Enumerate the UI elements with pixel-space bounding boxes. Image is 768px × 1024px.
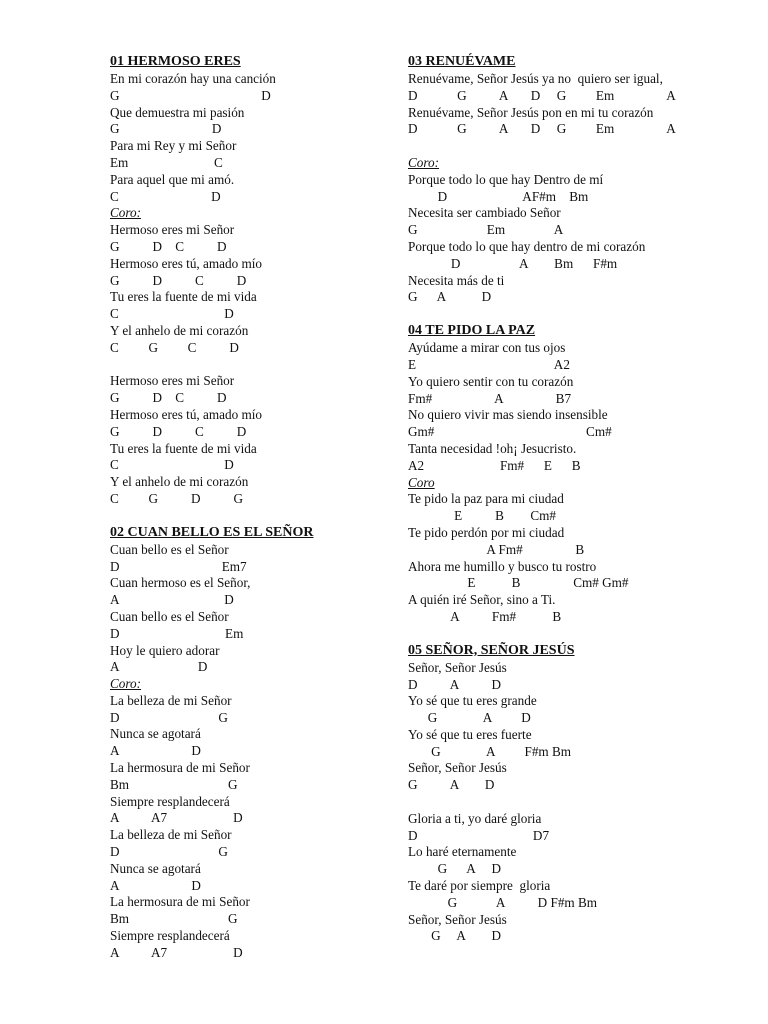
chord-line: A2 Fm# E B	[408, 457, 581, 473]
song-block	[408, 322, 753, 626]
left-column	[110, 53, 395, 978]
chord-line: D G A D G Em A	[408, 121, 676, 137]
lyric-line: Te pido la paz para mi ciudad	[408, 491, 564, 507]
chord-line: Bm G	[110, 911, 238, 927]
chord-line: C D	[110, 188, 221, 204]
lyric-line: Cuan bello es el Señor	[110, 541, 229, 557]
chorus-label: Coro:	[110, 676, 142, 692]
chord-line: C D	[110, 306, 234, 322]
song-title: 02 CUAN BELLO ES EL SEÑOR	[110, 524, 314, 540]
chord-line: Fm# A B7	[408, 390, 572, 406]
lyric-line: Lo haré eternamente	[408, 844, 517, 860]
lyric-line: Renuévame, Señor Jesús ya no quiero ser igual,	[408, 71, 663, 86]
song-block	[408, 642, 753, 946]
lyric-line: Renuévame, Señor Jesús pon en mi tu corazón	[408, 104, 654, 120]
lyric-line: Porque todo lo que hay Dentro de mí	[408, 171, 604, 187]
chord-line: A D	[110, 877, 201, 893]
chord-line: A Fm# B	[408, 541, 585, 557]
chord-line: G A D	[408, 289, 492, 305]
chord-line: A D	[110, 592, 234, 608]
lyric-line: No quiero vivir mas siendo insensible	[408, 407, 608, 423]
lyric-line: Yo quiero sentir con tu corazón	[408, 373, 574, 389]
song-title: 01 HERMOSO ERES	[110, 54, 241, 69]
chord-line: G A D	[408, 710, 531, 726]
chord-line: G D C D	[110, 272, 247, 288]
lyric-line: Yo sé que tu eres fuerte	[408, 726, 532, 742]
lyric-line: Gloria a ti, yo daré gloria	[408, 810, 542, 826]
chord-line: A D	[110, 659, 208, 675]
lyric-line: Para aquel que mi amó.	[110, 171, 235, 187]
blank-line	[408, 138, 753, 155]
chord-line: Bm G	[110, 776, 238, 792]
chord-line: D Em	[110, 625, 244, 641]
chord-line: G A D F#m Bm	[408, 894, 598, 910]
lyric-line: Siempre resplandecerá	[110, 928, 230, 944]
chord-line: Em C	[110, 154, 223, 170]
lyric-line: Necesita más de ti	[408, 272, 505, 288]
chord-line: D G A D G Em A	[408, 87, 676, 103]
song-block	[110, 524, 395, 962]
lyric-line: Y el anhelo de mi corazón	[110, 474, 249, 490]
lyric-line: Señor, Señor Jesús	[408, 760, 507, 776]
song-title: 04 TE PIDO LA PAZ	[408, 323, 536, 339]
chord-line: G A F#m Bm	[408, 743, 572, 759]
chorus-label: Coro	[408, 474, 435, 490]
right-column	[408, 53, 753, 961]
lyric-line: La hermosura de mi Señor	[110, 760, 250, 776]
lyric-line: La belleza de mi Señor	[110, 692, 232, 708]
lyric-line: Ahora me humillo y busco tu rostro	[408, 558, 597, 574]
chord-line: G D	[110, 87, 271, 103]
chord-line: E B Cm#	[408, 508, 556, 524]
lyric-line: La hermosura de mi Señor	[110, 894, 250, 910]
lyric-line: Porque todo lo que hay dentro de mi corazón	[408, 238, 646, 254]
lyric-line: La belleza de mi Señor	[110, 827, 232, 843]
chord-line: Gm# Cm#	[408, 424, 612, 440]
chord-line: A D	[110, 743, 201, 759]
lyric-line: Cuan bello es el Señor	[110, 608, 229, 624]
chord-line: G D	[110, 121, 222, 137]
chord-line: D G	[110, 844, 228, 860]
chord-line: G A D	[408, 777, 495, 793]
chorus-label: Coro:	[408, 154, 440, 170]
chord-line: G A D	[408, 861, 502, 877]
lyric-line: Señor, Señor Jesús	[408, 911, 507, 927]
chord-line: C G C D	[110, 339, 239, 355]
chord-line: G Em A	[408, 222, 564, 238]
lyric-line: Para mi Rey y mi Señor	[110, 138, 237, 154]
blank-line	[408, 794, 753, 811]
chord-line: C G D G	[110, 490, 243, 506]
chord-line: G D C D	[110, 390, 227, 406]
chord-line: D AF#m Bm	[408, 188, 589, 204]
chord-line: G D C D	[110, 238, 227, 254]
lyric-line: A quién iré Señor, sino a Ti.	[408, 592, 556, 608]
lyric-line: Yo sé que tu eres grande	[408, 693, 537, 709]
chord-line: A Fm# B	[408, 608, 562, 624]
song-block	[110, 53, 395, 508]
chord-line: C D	[110, 457, 234, 473]
chord-line: A A7 D	[110, 810, 243, 826]
lyric-line: Y el anhelo de mi corazón	[110, 322, 249, 338]
chord-line: D G	[110, 709, 228, 725]
lyric-line: Nunca se agotará	[110, 860, 201, 876]
lyric-line: Ayúdame a mirar con tus ojos	[408, 340, 566, 356]
song-title: 03 RENUÉVAME	[408, 54, 516, 69]
lyric-line: Señor, Señor Jesús	[408, 659, 507, 675]
chord-line: D Em7	[110, 558, 247, 574]
lyric-line: Hoy le quiero adorar	[110, 642, 220, 658]
lyric-line: Te pido perdón por mi ciudad	[408, 524, 565, 540]
chord-line: A A7 D	[110, 944, 243, 960]
lyric-line: Tu eres la fuente de mi vida	[110, 440, 257, 456]
blank-line	[110, 357, 395, 374]
song-title: 05 SEÑOR, SEÑOR JESÚS	[408, 642, 575, 658]
chord-line: G A D	[408, 928, 502, 944]
lyric-line: Hermoso eres tú, amado mío	[110, 255, 262, 271]
lyric-line: Tanta necesidad !oh¡ Jesucristo.	[408, 440, 577, 456]
chorus-label: Coro:	[110, 205, 142, 221]
lyric-line: Hermoso eres mi Señor	[110, 373, 235, 389]
lyric-line: Cuan hermoso es el Señor,	[110, 575, 251, 591]
chord-line: D D7	[408, 827, 550, 843]
chord-line: D A D	[408, 676, 502, 692]
lyric-line: Te daré por siempre gloria	[408, 878, 551, 894]
lyric-line: Tu eres la fuente de mi vida	[110, 289, 257, 305]
chord-line: E B Cm# Gm#	[408, 575, 629, 591]
lyric-line: Que demuestra mi pasión	[110, 104, 245, 120]
song-block	[408, 53, 753, 306]
lyric-line: Necesita ser cambiado Señor	[408, 205, 561, 221]
lyric-line: Nunca se agotará	[110, 726, 201, 742]
lyric-line: En mi corazón hay una canción	[110, 71, 276, 86]
lyric-line: Hermoso eres tú, amado mío	[110, 406, 262, 422]
chord-line: E A2	[408, 356, 570, 372]
chord-line: G D C D	[110, 423, 247, 439]
lyric-line: Hermoso eres mi Señor	[110, 222, 235, 238]
chord-line: D A Bm F#m	[408, 255, 618, 271]
lyric-line: Siempre resplandecerá	[110, 793, 230, 809]
